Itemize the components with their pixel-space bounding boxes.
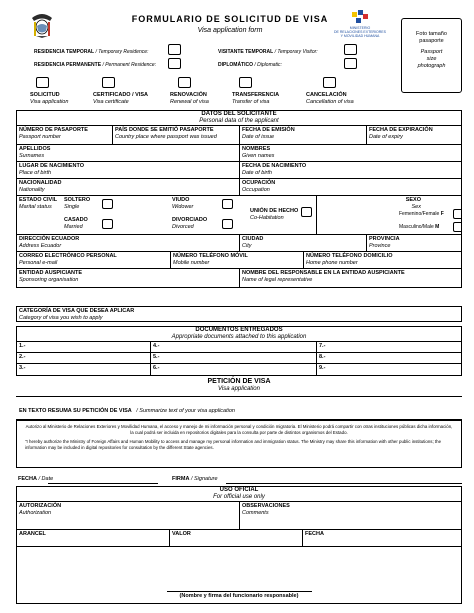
request-transfer-checkbox[interactable] — [239, 77, 252, 88]
document-item-8[interactable]: 8.- — [319, 354, 326, 360]
authorization-text-es: Autorizo al Ministerio de Relaciones Exteriores y Movilidad Humana, el acceso y manejo de mi información personal y condición migratoria. El Ministerio podrá compartir con otras instituciones públicas dicha información, la cual podrá ser incluida en repositorios digitales para la consulta por parte de distintos organismos del Estado. — [25, 424, 453, 435]
official-use-title: USO OFICIAL — [219, 487, 259, 493]
signature-line[interactable] — [226, 483, 462, 484]
temporary-visitor-label: VISITANTE TEMPORAL / Temporary Visitor: — [218, 49, 318, 55]
marital-status-cell — [17, 196, 317, 234]
request-cancellation-label: CANCELACIÓN Cancellation of visa — [306, 92, 354, 105]
petition-title-en: Visa application — [218, 386, 260, 392]
comments-field[interactable]: OBSERVACIONES Comments — [242, 503, 290, 516]
cohabitation-checkbox[interactable] — [301, 207, 312, 217]
occupation-field[interactable]: OCUPACIÓN Occupation — [242, 180, 276, 193]
request-renewal-label: RENOVACIÓN Renewal of visa — [170, 92, 209, 105]
sex-label: SEXO — [405, 197, 421, 203]
authorization-statement — [16, 420, 462, 468]
surnames-field[interactable]: APELLIDOS Surnames — [17, 145, 240, 161]
male-short: M — [435, 224, 440, 230]
ministry-logo — [330, 10, 390, 46]
sex-label-en: Sex — [411, 204, 421, 210]
ministry-line-2: DE RELACIONES EXTERIORES — [334, 30, 386, 34]
official-date-field[interactable]: FECHA — [305, 531, 324, 537]
authorization-text-en: "I hereby authorize the Ministry of Foreign Affairs and Human Mobility to access and manage my personal information and immigration status. The Ministry may share this information with other public institutions; the information may be included in digital repositories for consultation by the different State agencies. — [25, 439, 442, 450]
ministry-line-3: Y MOVILIDAD HUMANA — [340, 34, 380, 38]
document-item-6[interactable]: 6.- — [151, 364, 317, 375]
legal-representative-field[interactable]: NOMBRE DEL RESPONSABLE EN LA ENTIDAD AUSPICIANTE Name of legal representative — [242, 270, 405, 283]
address-field[interactable]: DIRECCIÓN ECUADOR Address Ecuador — [17, 235, 240, 251]
document-item-2[interactable]: 2.- — [17, 353, 151, 363]
birth-date-field[interactable]: FECHA DE NACIMIENTO Date of birth — [242, 163, 307, 176]
document-item-4[interactable]: 4.- — [151, 342, 317, 352]
residence-temporal-checkbox[interactable] — [168, 44, 181, 55]
issuing-country-field[interactable]: PAÍS DONDE SE EMITIÓ PASAPORTE Country place where passport was issued — [113, 126, 240, 144]
sex-cell — [317, 196, 461, 234]
official-use-subtitle: For official use only — [213, 494, 265, 500]
email-field[interactable]: CORREO ELECTRÓNICO PERSONAL Personal e-mail — [17, 252, 171, 268]
date-line[interactable] — [48, 483, 158, 484]
birth-place-field[interactable]: LUGAR DE NACIMIENTO Place of birth — [17, 162, 240, 178]
marital-status-label: ESTADO CIVIL — [19, 197, 58, 203]
petition-summary-label: EN TEXTO RESUMA SU PETICIÓN DE VISA — [19, 408, 132, 414]
ministry-line-1: MINISTERIO — [349, 26, 371, 30]
divorced-checkbox[interactable] — [222, 219, 233, 229]
residence-permanent-label: RESIDENCIA PERMANENTE / Permanent Residence: — [34, 62, 157, 68]
residence-permanent-checkbox[interactable] — [168, 58, 181, 69]
documents-table — [16, 326, 462, 376]
single-checkbox[interactable] — [102, 199, 113, 209]
sponsor-field[interactable]: ENTIDAD AUSPICIANTE Sponsoring organisation — [17, 269, 240, 287]
document-item-7[interactable]: 7.- — [319, 343, 326, 349]
nationality-field[interactable]: NACIONALIDAD Nationality — [17, 179, 240, 195]
diplomatic-label: DIPLOMÁTICO / Diplomatic: — [218, 62, 282, 68]
officer-signature-label: (Nombre y firma del funcionario responsable) — [179, 593, 299, 599]
petition-heading — [16, 378, 462, 393]
male-checkbox[interactable] — [453, 222, 461, 232]
date-label: FECHA / Date — [18, 476, 54, 482]
widower-checkbox[interactable] — [222, 199, 233, 209]
visa-category-field[interactable] — [16, 306, 462, 322]
officer-signature-line — [167, 591, 312, 592]
form-subtitle: Visa application form — [197, 27, 263, 34]
married-label-en: Married — [64, 224, 83, 230]
widower-label: VIUDO — [172, 197, 190, 203]
photo-label-es-2: pasaporte — [419, 38, 444, 44]
signature-label: FIRMA / Signature — [172, 476, 218, 482]
documents-title: DOCUMENTOS ENTREGADOS — [195, 327, 283, 333]
married-label: CASADO — [64, 217, 88, 223]
official-use-table — [16, 486, 462, 604]
document-item-9[interactable]: 9.- — [319, 365, 326, 371]
tariff-field[interactable]: ARANCEL — [17, 530, 170, 546]
photo-label-en-3: photograph — [417, 63, 446, 69]
female-checkbox[interactable] — [453, 209, 461, 219]
request-transfer-label: TRANSFERENCIA Transfer of visa — [232, 92, 280, 105]
document-item-3[interactable]: 3.- — [17, 364, 151, 375]
cohabitation-label-en: Co-Habitation — [250, 215, 284, 221]
divorced-label-en: Divorced — [172, 224, 194, 230]
applicant-data-table — [16, 110, 462, 288]
ecuador-coat-of-arms — [30, 12, 54, 39]
home-phone-field[interactable]: NÚMERO TELÉFONO DOMICILIO Home phone number — [306, 253, 393, 266]
single-label-en: Single — [64, 204, 80, 210]
petition-summary-label-en: / Summarize text of your visa application — [136, 408, 235, 414]
photo-label-en-2: size — [426, 56, 437, 62]
city-field[interactable]: CIUDAD City — [240, 235, 367, 251]
request-application-checkbox[interactable] — [36, 77, 49, 88]
province-field[interactable]: PROVINCIA Province — [369, 236, 400, 249]
male-label: Masculino/Male — [399, 224, 434, 230]
document-item-1[interactable]: 1.- — [17, 342, 151, 352]
cohabitation-label: UNIÓN DE HECHO — [250, 208, 299, 214]
widower-label-en: Widower — [172, 204, 194, 210]
issue-date-field[interactable]: FECHA DE EMISIÓN Date of issue — [240, 126, 367, 144]
photo-label-en-1: Passport — [420, 49, 443, 55]
request-cancellation-checkbox[interactable] — [323, 77, 336, 88]
documents-subtitle: Appropriate documents attached to this application — [171, 334, 307, 340]
request-application-label: SOLICITUD Visa application — [30, 92, 69, 105]
authorization-field[interactable]: AUTORIZACIÓN Authorization — [17, 502, 240, 529]
married-checkbox[interactable] — [102, 219, 113, 229]
expiry-date-field[interactable]: FECHA DE EXPIRACIÓN Date of expiry — [369, 127, 433, 140]
photo-label-es-1: Foto tamaño — [416, 31, 447, 37]
form-title: FORMULARIO DE SOLICITUD DE VISA — [131, 14, 329, 24]
visa-category-label: CATEGORÍA DE VISA QUE DESEA APLICAR — [19, 308, 135, 314]
visa-category-label-en: Category of visa you wish to apply — [19, 315, 103, 321]
given-names-field[interactable]: NOMBRES Given names — [242, 146, 275, 159]
document-item-5[interactable]: 5.- — [151, 353, 317, 363]
mobile-phone-field[interactable]: NÚMERO TELÉFONO MÓVIL Mobile number — [171, 252, 304, 268]
applicant-section-title: DATOS DEL SOLICITANTE — [201, 111, 277, 117]
request-renewal-checkbox[interactable] — [178, 77, 191, 88]
divorced-label: DIVORCIADO — [172, 217, 208, 223]
request-certificate-label: CERTIFICADO / VISA Visa certificate — [93, 92, 149, 105]
single-label: SOLTERO — [64, 197, 91, 203]
marital-status-label-en: Marital status — [19, 204, 52, 210]
request-certificate-checkbox[interactable] — [102, 77, 115, 88]
officer-signature-field[interactable] — [17, 547, 461, 603]
petition-title: PETICIÓN DE VISA — [207, 378, 271, 385]
value-field[interactable]: VALOR — [170, 530, 303, 546]
residence-temporal-label: RESIDENCIA TEMPORAL / Temporary Residence: — [34, 49, 149, 55]
diplomatic-checkbox[interactable] — [344, 58, 357, 69]
photo-box[interactable] — [401, 18, 462, 93]
female-short: F — [440, 211, 444, 217]
female-label: Femenino/Female — [399, 211, 440, 217]
passport-number-field[interactable]: NÚMERO DE PASAPORTE Passport number — [17, 126, 113, 144]
applicant-section-subtitle: Personal data of the applicant — [199, 118, 279, 124]
temporary-visitor-checkbox[interactable] — [344, 44, 357, 55]
petition-summary-field[interactable] — [16, 396, 462, 420]
